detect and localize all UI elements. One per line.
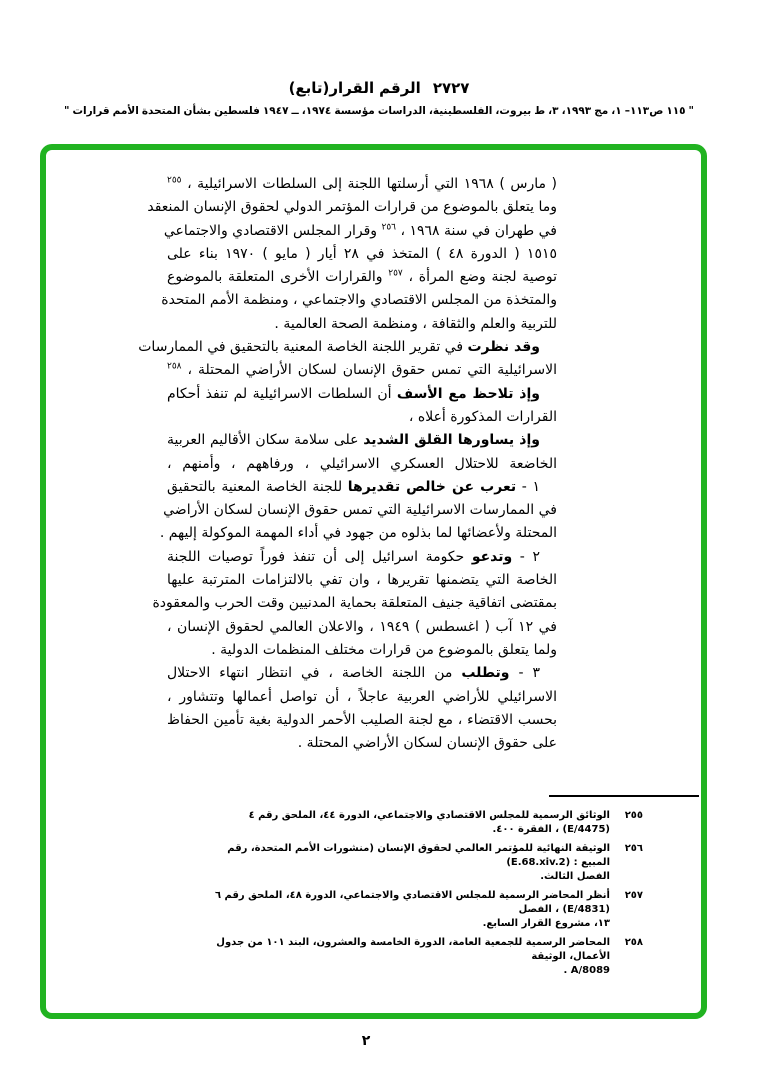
source-token: الأمم xyxy=(112,105,139,117)
source-token: ١، xyxy=(611,105,622,117)
text-segment: القرارات المذكورة أعلاه ، xyxy=(408,408,557,425)
footnote-line: ١٣، مشروع القرار السابع. xyxy=(482,918,610,929)
text-segment: ١٥١٥ ( الدورة ٤٨ ) المتخذ في ٢٨ أيار ( مايو ) ١٩٧٠ بناء على xyxy=(167,245,557,262)
text-segment: وما يتعلق بالموضوع من قرارات المؤتمر الدولي لحقوق الإنسان المنعقد xyxy=(147,199,557,216)
source-token: قرارات xyxy=(72,105,110,117)
text-segment: في ١٢ آب ( اغسطس ) ١٩٤٩ ، والاعلان العالمي لحقوق الإنسان ، xyxy=(167,618,557,635)
text-segment: المحتلة ولأعضائها لما بذلوه من جهود في أداء المهمة الموكولة إليهم . xyxy=(159,525,557,542)
body-line xyxy=(167,732,557,755)
footnote xyxy=(201,889,643,931)
footnote-ref: ٢٥٧ xyxy=(388,268,403,279)
footnote-ref: ٢٥٦ xyxy=(381,221,397,232)
text-segment: وتدعو xyxy=(471,548,513,565)
body-line xyxy=(167,546,557,569)
content-frame xyxy=(40,144,707,1019)
text-segment: وتطلب xyxy=(461,665,510,682)
source-token: بشأن xyxy=(183,105,212,117)
footnote-number: ٢٥٧ xyxy=(624,890,643,901)
source-token: الفلسطينية، xyxy=(428,105,493,117)
source-token: ــ xyxy=(291,105,299,117)
body-line xyxy=(147,196,557,219)
source-token: ١٩٧٤، xyxy=(301,105,332,117)
footnote-line: الوثائق الرسمية للمجلس الاقتصادي والاجتماعي، الدورة ٤٤، الملحق رقم ٤ (E/4475) ، الفقرة ٤٠٠. xyxy=(248,810,610,835)
text-segment: الاسرائيلي للأراضي العربية عاجلاً ، أن تواصل أعمالها وتتشاور ، xyxy=(167,688,557,705)
body-line xyxy=(167,313,557,336)
text-segment: وإذ يساورها القلق الشديد xyxy=(363,432,540,449)
source-token: مج xyxy=(594,105,609,117)
source-token: " xyxy=(688,105,695,117)
text-segment: الاسرائيلية التي تمس حقوق الإنسان لسكان الأراضي المحتلة ، xyxy=(181,362,557,379)
text-segment: والمتخذة من المجلس الاقتصادي والاجتماعي ، ومنظمة الأمم المتحدة xyxy=(161,292,557,309)
source-token: ط xyxy=(534,105,546,117)
body-line xyxy=(163,220,557,243)
text-segment: للتربية والعلم والثقافة ، ومنظمة الصحة العالمية . xyxy=(274,315,557,332)
body-line xyxy=(167,266,557,289)
text-segment: في طهران في سنة ١٩٦٨ ، xyxy=(396,222,557,239)
source-token: ٣، xyxy=(548,105,559,117)
text-segment: على حقوق الإنسان لسكان الأراضي المحتلة . xyxy=(297,735,557,752)
source-token: فلسطين xyxy=(214,105,260,117)
footnotes xyxy=(201,809,643,983)
body-text xyxy=(138,173,557,755)
footnote-line: أنظر المحاضر الرسمية للمجلس الاقتصادي والاجتماعي، الدورة ٤٨، الملحق رقم ٦ (E/4831) ، الفصل xyxy=(214,890,610,915)
text-segment: ولما يتعلق بالموضوع من قرارات مختلف المنظمات الدولية . xyxy=(211,641,557,658)
title-token: الرقم xyxy=(379,79,421,97)
text-segment: ١ - xyxy=(516,478,541,495)
footnote-text xyxy=(201,809,610,837)
text-segment: وقرار المجلس الاقتصادي والاجتماعي xyxy=(163,222,382,239)
footnote-number: ٢٥٦ xyxy=(624,843,643,854)
body-line xyxy=(167,429,557,452)
footnote-line: A/8089 . xyxy=(563,965,610,976)
footnote-ref: ٢٥٨ xyxy=(167,361,182,372)
page-number: ٢ xyxy=(361,1033,371,1049)
footnote-text xyxy=(201,842,610,884)
text-segment: حكومة اسرائيل إلى أن تنفذ فوراً توصيات اللجنة xyxy=(167,548,472,565)
text-segment: وإذ تلاحظ مع الأسف xyxy=(396,385,540,402)
text-segment: بمقتضى اتفاقية جنيف المتعلقة بحماية المدنيين وقت الحرب والمعقودة xyxy=(152,595,557,612)
source-token: ١٩٤٧ xyxy=(262,105,289,117)
source-token: بيروت، xyxy=(495,105,532,117)
footnote-ref: ٢٥٥ xyxy=(167,175,182,186)
title-token: ٢٧٢٧ xyxy=(432,79,470,97)
footnote-separator xyxy=(549,795,699,797)
text-segment: بحسب الاقتضاء ، مع لجنة الصليب الأحمر الدولية بغية تأمين الحفاظ xyxy=(167,711,557,728)
text-segment: الخاضعة للاحتلال العسكري الاسرائيلي ، ورفاههم ، وأمنهم ، xyxy=(167,455,557,472)
body-line xyxy=(167,406,557,429)
text-segment: تعرب عن خالص تقديرها xyxy=(347,478,517,495)
text-segment: أن السلطات الاسرائيلية لم تنفذ أحكام xyxy=(167,385,397,402)
body-line xyxy=(167,453,557,476)
title-token: القرار xyxy=(329,79,375,97)
source-token: " xyxy=(63,105,70,117)
body-line xyxy=(167,383,557,406)
source-token: ص١١٣– xyxy=(624,105,664,117)
text-segment: على سلامة سكان الأقاليم العربية xyxy=(167,432,364,449)
footnote-text xyxy=(201,936,610,978)
footnote xyxy=(201,936,643,978)
footnote-line: الفصل الثالث. xyxy=(540,871,610,882)
text-segment: في تقرير اللجنة الخاصة المعنية بالتحقيق في الممارسات xyxy=(138,339,468,356)
source-token: المتحدة xyxy=(141,105,181,117)
source-token: ١٩٩٣، xyxy=(561,105,592,117)
body-line xyxy=(167,476,557,499)
body-line xyxy=(167,686,557,709)
body-line xyxy=(167,709,557,732)
footnote xyxy=(201,842,643,884)
text-segment: ( مارس ) ١٩٦٨ التي أرسلتها اللجنة إلى السلطات الاسرائيلية ، xyxy=(181,176,557,192)
text-segment: في الممارسات الاسرائيلية التي تمس حقوق الإنسان لسكان الأراضي xyxy=(163,502,557,519)
text-segment: الخاصة التي يتضمنها تقريرها ، وان تفي بالالتزامات المترتبة عليها xyxy=(167,572,557,589)
text-segment: وقد نظرت xyxy=(467,339,540,356)
footnote xyxy=(201,809,643,837)
source-token: ١١٥ xyxy=(666,105,686,117)
body-line xyxy=(167,662,557,685)
body-line xyxy=(138,336,557,359)
body-line xyxy=(167,173,557,196)
text-segment: توصية لجنة وضع المرأة ، xyxy=(402,269,557,286)
source-token: مؤسسة xyxy=(334,105,375,117)
title-token: (تابع) xyxy=(288,79,330,97)
footnote-line: الوثيقة النهائية للمؤتمر العالمي لحقوق الإنسان (منشورات الأمم المتحدة، رقم المبيع : (E.68.xiv.2) xyxy=(227,843,610,868)
body-line xyxy=(167,359,557,382)
body-line xyxy=(167,616,557,639)
source-token: الدراسات xyxy=(377,105,426,117)
text-segment: للجنة الخاصة المعنية بالتحقيق xyxy=(167,478,348,495)
footnote-number: ٢٥٨ xyxy=(624,937,643,948)
page-title xyxy=(0,79,758,97)
body-line xyxy=(152,592,557,615)
text-segment: والقرارات الأخرى المتعلقة بالموضوع xyxy=(167,269,389,286)
text-segment: من اللجنة الخاصة ، في انتظار انتهاء الاحتلال xyxy=(167,665,462,682)
body-line xyxy=(167,243,557,266)
footnote-line: المحاضر الرسمية للجمعية العامة، الدورة الخامسة والعشرون، البند ١٠١ من جدول الأعمال، الوثيقة xyxy=(216,937,610,962)
source-citation xyxy=(0,105,758,117)
body-line xyxy=(167,569,557,592)
text-segment: ٣ - xyxy=(509,665,540,682)
footnote-text xyxy=(201,889,610,931)
body-line xyxy=(161,289,557,312)
text-segment: ٢ - xyxy=(512,548,540,565)
body-line xyxy=(163,499,557,522)
body-line xyxy=(167,639,557,662)
footnote-number: ٢٥٥ xyxy=(624,810,643,821)
body-line xyxy=(159,522,557,545)
